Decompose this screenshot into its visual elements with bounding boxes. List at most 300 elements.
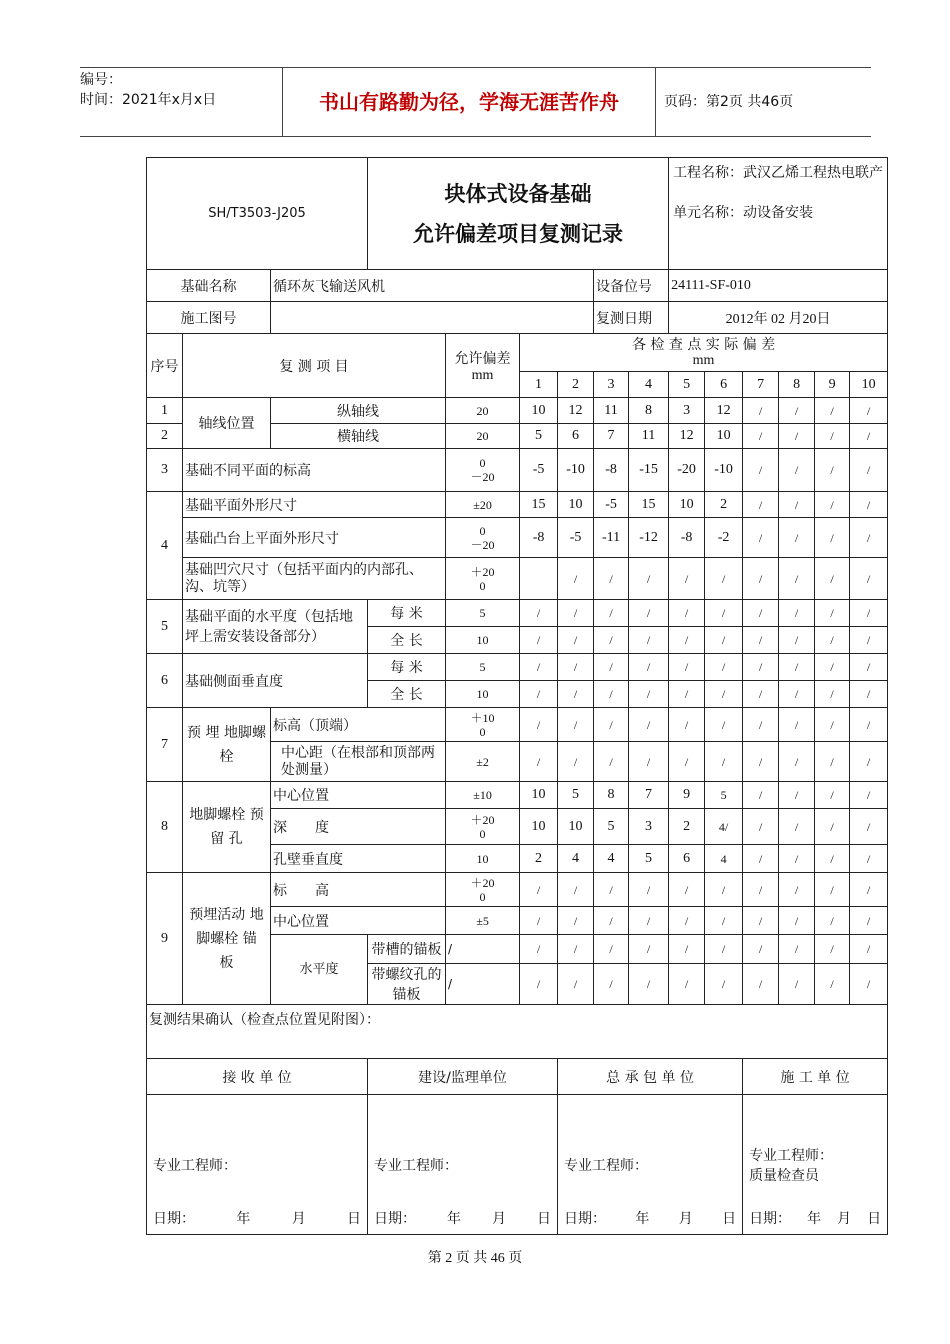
value-cell: 4 [558, 845, 594, 873]
value-cell: / [520, 935, 558, 964]
value-cell: / [850, 424, 888, 449]
value-cell: / [629, 742, 669, 782]
value-cell: / [629, 654, 669, 681]
row-subitem: 全 长 [368, 681, 446, 708]
value-cell: / [594, 654, 629, 681]
row-item: 基础凹穴尺寸（包括平面内的内部孔、沟、坑等） [183, 558, 446, 600]
date-month: 月 [492, 1211, 507, 1227]
value-cell: / [520, 681, 558, 708]
value-cell: / [815, 627, 850, 654]
value-cell: / [779, 935, 815, 964]
value-cell: / [779, 449, 815, 492]
value-cell: 10 [558, 809, 594, 845]
row-item: 中心位置 [271, 907, 446, 935]
row-seq: 2 [147, 424, 183, 449]
value-cell: 3 [669, 398, 705, 424]
sig-box-contractor [558, 1095, 743, 1235]
value-cell: 2 [669, 809, 705, 845]
value-cell: -10 [705, 449, 743, 492]
value-cell: / [558, 708, 594, 742]
value-cell: -5 [558, 518, 594, 558]
sig-date [370, 1208, 555, 1228]
row-item: 中心距（在根部和顶部两处测量） [271, 742, 446, 782]
table-row [147, 708, 888, 742]
row-item: 基础侧面垂直度 [183, 654, 368, 708]
value-cell: / [850, 654, 888, 681]
value-cell: 11 [629, 424, 669, 449]
value-cell: / [815, 782, 850, 809]
foundation-label: 基础名称 [147, 270, 271, 302]
table-row [147, 449, 888, 492]
page-header [80, 67, 871, 137]
row-tol [446, 708, 520, 742]
value-cell: / [705, 600, 743, 627]
row-seq: 1 [147, 398, 183, 424]
value-cell: / [629, 558, 669, 600]
value-cell: / [594, 708, 629, 742]
value-cell: / [669, 935, 705, 964]
date-label: 复测日期 [594, 302, 669, 334]
sig-box-owner [368, 1095, 558, 1235]
value-cell: / [779, 907, 815, 935]
col-check-header [520, 334, 888, 372]
tol-upper: ＋10 [470, 710, 495, 725]
value-cell: / [520, 873, 558, 907]
table-row [147, 518, 888, 558]
value-cell: / [743, 809, 779, 845]
value-cell: 7 [629, 782, 669, 809]
code-label: 编号： [80, 72, 122, 88]
value-cell: / [815, 398, 850, 424]
row-tol: / [446, 964, 520, 1005]
value-cell: / [850, 907, 888, 935]
value-cell: / [594, 873, 629, 907]
value-cell: -11 [594, 518, 629, 558]
row-item: 带螺纹孔的锚板 [368, 964, 446, 1005]
tol-lower: 0 [479, 889, 486, 904]
value-cell: / [779, 492, 815, 518]
value-cell: / [629, 964, 669, 1005]
value-cell: / [558, 654, 594, 681]
row-item: 深 度 [271, 809, 446, 845]
value-cell: / [779, 964, 815, 1005]
value-cell: 6 [669, 845, 705, 873]
value-cell: -8 [520, 518, 558, 558]
sig-head-receiver: 接 收 单 位 [147, 1059, 368, 1095]
value-cell: / [594, 742, 629, 782]
value-cell: / [629, 681, 669, 708]
value-cell: -8 [594, 449, 629, 492]
form-title [368, 158, 669, 270]
sig-box-receiver [147, 1095, 368, 1235]
value-cell: / [520, 742, 558, 782]
value-cell: 7 [594, 424, 629, 449]
value-cell: / [669, 558, 705, 600]
value-cell: 11 [594, 398, 629, 424]
value-cell: / [629, 907, 669, 935]
value-cell: / [743, 742, 779, 782]
value-cell: / [815, 907, 850, 935]
row-seq: 5 [147, 600, 183, 654]
value-cell: -20 [669, 449, 705, 492]
value-cell: / [594, 558, 629, 600]
row-seq: 9 [147, 873, 183, 1005]
value-cell: / [743, 681, 779, 708]
value-cell: / [779, 654, 815, 681]
date-year: 年 [447, 1211, 462, 1227]
row-group: 预埋活动 地脚螺栓 锚 板 [183, 873, 271, 1005]
date-label: 日期： [749, 1211, 792, 1227]
value-cell: / [705, 873, 743, 907]
date-value: 2012年 02 月20日 [669, 302, 888, 334]
value-cell: / [743, 654, 779, 681]
value-cell: -2 [705, 518, 743, 558]
sig-head-contractor: 总 承 包 单 位 [558, 1059, 743, 1095]
value-cell: / [815, 424, 850, 449]
value-cell: / [520, 708, 558, 742]
tol-upper: 0 [479, 523, 486, 538]
row-item: 标 高 [271, 873, 446, 907]
value-cell: 4 [594, 845, 629, 873]
value-cell: 10 [520, 782, 558, 809]
value-cell: / [743, 708, 779, 742]
unit-name: 单元名称：动设备安装 [673, 205, 814, 221]
col-tol-header [446, 334, 520, 398]
col-tol-label: 允许偏差 [454, 350, 511, 367]
table-row [147, 398, 888, 424]
value-cell: 3 [629, 809, 669, 845]
value-cell: / [669, 873, 705, 907]
value-cell: / [815, 708, 850, 742]
table-row [147, 654, 888, 681]
value-cell: 4/ [705, 809, 743, 845]
point-num: 8 [779, 372, 815, 398]
value-cell: / [815, 518, 850, 558]
date-month: 月 [837, 1211, 852, 1227]
value-cell: / [669, 907, 705, 935]
row-tol: 10 [446, 627, 520, 654]
value-cell: 8 [629, 398, 669, 424]
row-tol [446, 449, 520, 492]
row-item: 纵轴线 [271, 398, 446, 424]
value-cell: / [850, 681, 888, 708]
row-tol [446, 518, 520, 558]
row-seq: 6 [147, 654, 183, 708]
sig-box-builder [743, 1095, 888, 1235]
date-label: 日期： [153, 1211, 195, 1227]
col-item-header: 复 测 项 目 [183, 334, 446, 398]
point-num: 9 [815, 372, 850, 398]
value-cell: 5 [594, 809, 629, 845]
value-cell: / [815, 964, 850, 1005]
value-cell: / [815, 654, 850, 681]
row-tol: / [446, 935, 520, 964]
engineer-label: 专业工程师： [749, 1147, 834, 1164]
value-cell: / [558, 935, 594, 964]
row-item: 基础不同平面的标高 [183, 449, 446, 492]
point-num: 2 [558, 372, 594, 398]
value-cell: / [779, 873, 815, 907]
row-seq: 3 [147, 449, 183, 492]
value-cell: 5 [558, 782, 594, 809]
point-num: 4 [629, 372, 669, 398]
sig-date [149, 1208, 365, 1228]
tol-lower: －20 [470, 537, 495, 552]
value-cell: / [850, 518, 888, 558]
value-cell: -8 [669, 518, 705, 558]
point-num: 7 [743, 372, 779, 398]
value-cell: 15 [520, 492, 558, 518]
inspector-label: 质量检查员 [749, 1167, 820, 1184]
value-cell: / [779, 809, 815, 845]
value-cell: -12 [629, 518, 669, 558]
row-tol: 5 [446, 600, 520, 627]
value-cell: / [520, 654, 558, 681]
value-cell: / [850, 964, 888, 1005]
project-name: 工程名称：武汉乙烯工程热电联产 [673, 165, 884, 181]
page-footer: 第 2 页 共 46 页 [427, 1251, 523, 1266]
value-cell [520, 558, 558, 600]
row-item: 标高（顶端） [271, 708, 446, 742]
row-tol: ±20 [446, 492, 520, 518]
value-cell: / [815, 600, 850, 627]
value-cell: / [850, 809, 888, 845]
col-tol-unit: mm [471, 367, 494, 383]
value-cell: / [705, 907, 743, 935]
tol-upper: ＋20 [470, 812, 495, 827]
sig-date [745, 1208, 885, 1228]
date-label: 日期： [564, 1211, 607, 1227]
value-cell: / [743, 964, 779, 1005]
value-cell: 5 [629, 845, 669, 873]
value-cell: / [815, 742, 850, 782]
drawing-label: 施工图号 [147, 302, 271, 334]
table-row [147, 558, 888, 600]
row-subitem: 全 长 [368, 627, 446, 654]
value-cell: / [779, 600, 815, 627]
row-tol: 20 [446, 424, 520, 449]
value-cell: / [850, 935, 888, 964]
value-cell: / [629, 935, 669, 964]
tol-lower: 0 [479, 578, 486, 593]
value-cell: 12 [558, 398, 594, 424]
value-cell: 5 [520, 424, 558, 449]
table-row [147, 873, 888, 907]
row-item: 基础平面的水平度（包括地坪上需安装设备部分） [183, 600, 368, 654]
value-cell: / [850, 492, 888, 518]
value-cell: / [520, 627, 558, 654]
engineer-label: 专业工程师： [564, 1157, 649, 1174]
value-cell: / [743, 558, 779, 600]
row-tol: ±10 [446, 782, 520, 809]
value-cell: / [850, 600, 888, 627]
value-cell: / [850, 782, 888, 809]
value-cell: / [594, 681, 629, 708]
value-cell: / [558, 907, 594, 935]
tol-upper: ＋20 [470, 564, 495, 579]
point-num: 6 [705, 372, 743, 398]
header-info [80, 68, 280, 138]
row-item: 基础凸台上平面外形尺寸 [183, 518, 446, 558]
row-tol: 5 [446, 654, 520, 681]
point-num: 1 [520, 372, 558, 398]
value-cell: / [705, 742, 743, 782]
value-cell: 10 [520, 809, 558, 845]
point-num: 10 [850, 372, 888, 398]
value-cell: / [850, 742, 888, 782]
value-cell: / [705, 935, 743, 964]
time-label: 时间：2021年x月x日 [80, 92, 217, 108]
row-item: 带槽的锚板 [368, 935, 446, 964]
row-tol [446, 558, 520, 600]
value-cell: / [815, 449, 850, 492]
value-cell: / [669, 600, 705, 627]
confirm-label: 复测结果确认（检查点位置见附图）： [147, 1005, 888, 1059]
date-day: 日 [537, 1211, 552, 1227]
value-cell: / [705, 627, 743, 654]
point-num: 5 [669, 372, 705, 398]
value-cell: / [629, 873, 669, 907]
level-label: 水平度 [271, 935, 368, 1005]
tol-lower: 0 [479, 724, 486, 739]
value-cell: / [743, 873, 779, 907]
value-cell: / [743, 424, 779, 449]
value-cell: / [815, 845, 850, 873]
tol-lower: 0 [479, 826, 486, 841]
value-cell: / [558, 627, 594, 654]
value-cell: / [520, 907, 558, 935]
value-cell: 10 [558, 492, 594, 518]
value-cell: / [815, 935, 850, 964]
row-tol [446, 873, 520, 907]
value-cell: / [705, 681, 743, 708]
value-cell: / [815, 681, 850, 708]
row-tol: ±2 [446, 742, 520, 782]
value-cell: / [558, 600, 594, 627]
table-row [147, 600, 888, 627]
value-cell: / [850, 558, 888, 600]
row-item: 基础平面外形尺寸 [183, 492, 446, 518]
value-cell: / [779, 782, 815, 809]
value-cell: / [850, 398, 888, 424]
value-cell: / [779, 627, 815, 654]
value-cell: / [669, 654, 705, 681]
row-tol [446, 809, 520, 845]
row-seq: 7 [147, 708, 183, 782]
value-cell: / [815, 558, 850, 600]
value-cell: / [779, 708, 815, 742]
value-cell: / [669, 627, 705, 654]
value-cell: / [815, 492, 850, 518]
value-cell: 9 [669, 782, 705, 809]
value-cell: / [558, 873, 594, 907]
value-cell: -15 [629, 449, 669, 492]
col-seq-header: 序号 [147, 334, 183, 398]
engineer-label: 专业工程师： [153, 1157, 237, 1174]
row-group: 轴线位置 [183, 398, 271, 449]
date-month: 月 [678, 1211, 693, 1227]
point-num: 3 [594, 372, 629, 398]
equip-label: 设备位号 [594, 270, 669, 302]
value-cell: / [629, 708, 669, 742]
row-tol: 10 [446, 845, 520, 873]
table-row [147, 492, 888, 518]
sig-date [560, 1208, 740, 1228]
value-cell: 10 [705, 424, 743, 449]
date-day: 日 [867, 1211, 882, 1227]
project-info [669, 158, 888, 270]
sig-head-owner: 建设/监理单位 [368, 1059, 558, 1095]
date-year: 年 [635, 1211, 650, 1227]
value-cell: / [705, 708, 743, 742]
value-cell: / [850, 873, 888, 907]
value-cell: / [779, 398, 815, 424]
value-cell: / [850, 708, 888, 742]
date-day: 日 [347, 1211, 362, 1227]
row-tol: 20 [446, 398, 520, 424]
row-group: 地脚螺栓 预 留 孔 [183, 782, 271, 873]
value-cell: / [850, 627, 888, 654]
value-cell: / [520, 600, 558, 627]
row-group: 预 埋 地脚螺栓 [183, 708, 271, 782]
value-cell: / [779, 558, 815, 600]
engineer-label: 专业工程师： [374, 1157, 459, 1174]
value-cell: / [743, 627, 779, 654]
row-subitem: 每 米 [368, 654, 446, 681]
date-month: 月 [291, 1211, 306, 1227]
value-cell: / [594, 907, 629, 935]
foundation-value: 循环灰飞输送风机 [271, 270, 594, 302]
value-cell: / [815, 809, 850, 845]
value-cell: / [779, 681, 815, 708]
value-cell: / [558, 964, 594, 1005]
record-table [146, 157, 888, 1235]
value-cell: / [558, 742, 594, 782]
value-cell: / [779, 424, 815, 449]
value-cell: 2 [520, 845, 558, 873]
row-item: 横轴线 [271, 424, 446, 449]
date-day: 日 [722, 1211, 737, 1227]
tol-upper: 0 [479, 456, 486, 470]
table-row [147, 782, 888, 809]
sig-head-builder: 施 工 单 位 [743, 1059, 888, 1095]
value-cell: / [705, 654, 743, 681]
row-seq: 8 [147, 782, 183, 873]
value-cell: / [743, 845, 779, 873]
value-cell: / [558, 558, 594, 600]
value-cell: 10 [520, 398, 558, 424]
value-cell: / [669, 964, 705, 1005]
drawing-value [271, 302, 594, 334]
value-cell: / [850, 449, 888, 492]
value-cell: / [669, 681, 705, 708]
value-cell: / [594, 627, 629, 654]
value-cell: / [815, 873, 850, 907]
value-cell: / [669, 708, 705, 742]
equip-value: 24111-SF-010 [669, 270, 888, 302]
row-tol: ±5 [446, 907, 520, 935]
value-cell: / [520, 964, 558, 1005]
value-cell: / [743, 907, 779, 935]
page-info: 页码：第2页 共46页 [664, 94, 794, 110]
value-cell: / [743, 398, 779, 424]
value-cell: / [743, 492, 779, 518]
value-cell: -5 [594, 492, 629, 518]
value-cell: / [705, 964, 743, 1005]
row-tol: 10 [446, 681, 520, 708]
tol-upper: ＋20 [470, 875, 495, 890]
row-subitem: 每 米 [368, 600, 446, 627]
